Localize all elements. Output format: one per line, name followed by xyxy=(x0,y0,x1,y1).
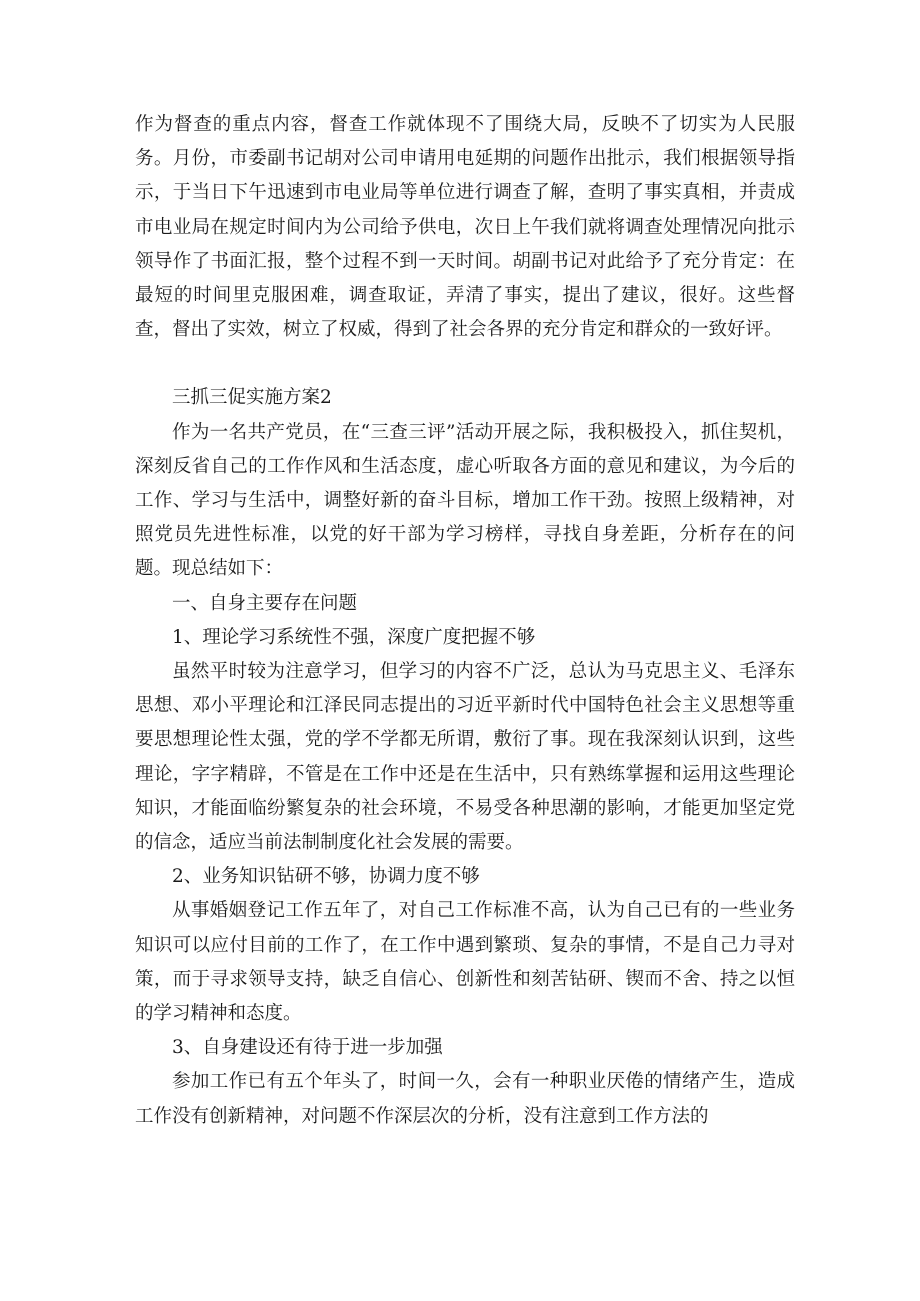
body-paragraph: 虽然平时较为注意学习，但学习的内容不广泛，总认为马克思主义、毛泽东思想、邓小平理论和江泽民同志提出的习近平新时代中国特色社会主义思想等重要思想理论性太强，党的学不学都无所谓，敷衍了事。现在我深刻认识到，这些理论，字字精辟，不管是在工作中还是在生活中，只有熟练掌握和运用这些理论知识，才能面临纷繁复杂的社会环境，不易受各种思潮的影响，才能更加坚定党的信念，适应当前法制制度化社会发展的需要。 xyxy=(135,661,795,854)
section-heading: 一、自身主要存在问题 xyxy=(172,592,358,614)
body-paragraph: 参加工作已有五个年头了，时间一久，会有一种职业厌倦的情绪产生，造成工作没有创新精神，对问题不作深层次的分析，没有注意到工作方法的 xyxy=(135,1071,795,1127)
paragraph-spacer xyxy=(135,347,795,381)
subsection-heading: 2、业务知识钻研不够，协调力度不够 xyxy=(172,866,480,888)
body-paragraph: 作为督查的重点内容，督查工作就体现不了围绕大局，反映不了切实为人民服务。月份，市委副书记胡对公司申请用电延期的问题作出批示，我们根据领导指示，于当日下午迅速到市电业局等单位进行调查了解，查明了事实真相，并责成市电业局在规定时间内为公司给予供电，次日上午我们就将调查处理情况向批示领导作了书面汇报，整个过程不到一天时间。胡副书记对此给予了充分肯定：在最短的时间里克服困难，调查取证，弄清了事实，提出了建议，很好。这些督查，督出了实效，树立了权威，得到了社会各界的充分肯定和群众的一致好评。 xyxy=(135,114,795,341)
body-paragraph: 作为一名共产党员，在“三查三评”活动开展之际，我积极投入，抓住契机，深刻反省自己的工作作风和生活态度，虚心听取各方面的意见和建议，为今后的工作、学习与生活中，调整好新的奋斗目标，增加工作干劲。按照上级精神，对照党员先进性标准，以党的好干部为学习榜样，寻找自身差距，分析存在的问题。现总结如下： xyxy=(135,421,795,580)
subsection-heading: 1、理论学习系统性不强，深度广度把握不够 xyxy=(172,626,536,648)
document-body xyxy=(135,108,795,1134)
subsection-heading: 3、自身建设还有待于进一步加强 xyxy=(172,1037,443,1059)
body-paragraph: 从事婚姻登记工作五年了，对自己工作标准不高，认为自己已有的一些业务知识可以应付目前的工作了，在工作中遇到繁琐、复杂的事情，不是自己力寻对策，而于寻求领导支持，缺乏自信心、创新性和刻苦钻研、锲而不舍、持之以恒的学习精神和态度。 xyxy=(135,900,795,1025)
section-title: 三抓三促实施方案2 xyxy=(172,387,332,409)
